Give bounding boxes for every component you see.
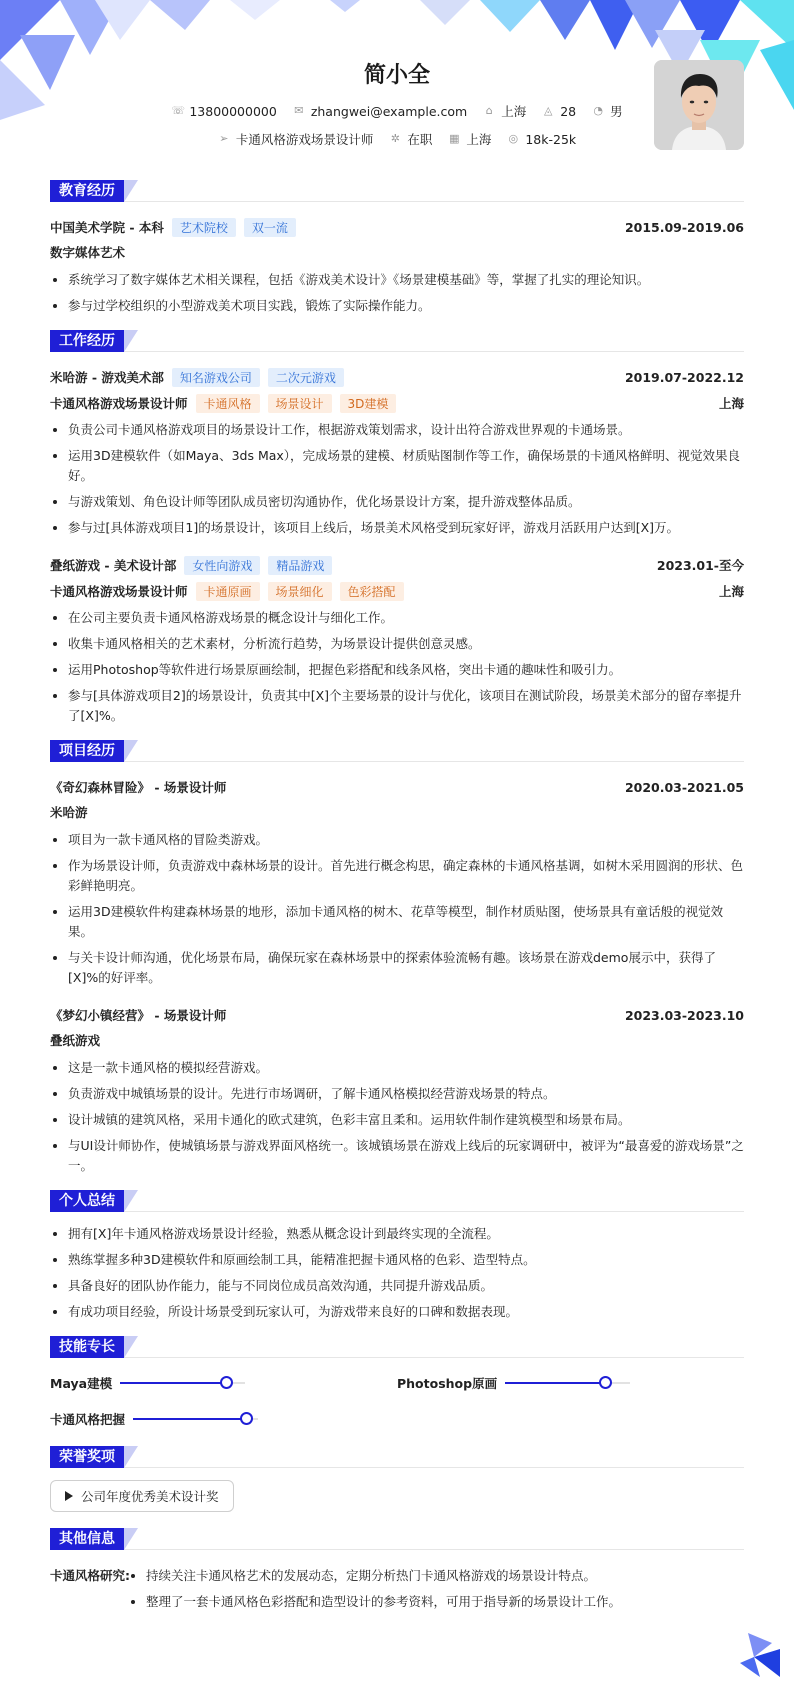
skill-level-knob: [599, 1376, 612, 1389]
list-item: 作为场景设计师，负责游戏中森林场景的设计。首先进行概念构思，确定森林的卡通风格基调，如树木采用圆润的形状、色彩鲜艳明亮。: [50, 856, 744, 896]
work-entry: [50, 552, 744, 726]
work-bullets: [50, 608, 744, 726]
company-name: 叠纸游戏 - 美术设计部: [50, 558, 177, 573]
list-item: 持续关注卡通风格艺术的发展动态，定期分析热门卡通风格游戏的场景设计特点。: [128, 1566, 744, 1586]
role-name: 卡通风格游戏场景设计师: [50, 396, 188, 411]
skills-header: [50, 1336, 744, 1358]
gear-icon: ✲: [390, 132, 400, 145]
list-item: 负责公司卡通风格游戏项目的场景设计工作，根据游戏策划需求，设计出符合游戏世界观的卡通场景。: [50, 420, 744, 440]
summary-section: [50, 1190, 744, 1322]
role-name: 卡通风格游戏场景设计师: [50, 584, 188, 599]
project-title: 《梦幻小镇经营》 - 场景设计师: [50, 1008, 227, 1023]
projects-section: [50, 740, 744, 1176]
phone-info: ☏ 13800000000: [171, 103, 277, 119]
contact-row: [50, 102, 744, 120]
tag: 精品游戏: [268, 556, 332, 575]
skill-level-knob: [240, 1412, 253, 1425]
skill-item: [397, 1370, 744, 1396]
candidate-name: 简小全: [363, 63, 430, 88]
list-item: 负责游戏中城镇场景的设计。先进行市场调研，了解卡通风格模拟经营游戏场景的特点。: [50, 1084, 744, 1104]
skill-name: Maya建模: [50, 1376, 113, 1391]
date-range: 2019.07-2022.12: [624, 369, 744, 385]
list-item: 收集卡通风格相关的艺术素材，分析流行趋势，为场景设计提供创意灵感。: [50, 634, 744, 654]
list-item: 运用3D建模软件构建森林场景的地形，添加卡通风格的树木、花草等模型，制作材质贴图，使场景具有童话般的视觉效果。: [50, 902, 744, 942]
location: 上海: [718, 584, 744, 599]
awards-header: [50, 1446, 744, 1468]
other-section: [50, 1528, 744, 1618]
summary-header: [50, 1190, 744, 1212]
summary-bullets: [50, 1224, 744, 1322]
list-item: 具备良好的团队协作能力，能与不同岗位成员高效沟通，共同提升游戏品质。: [50, 1276, 744, 1296]
tag: 场景细化: [268, 582, 332, 601]
resume-header: [50, 0, 744, 180]
section-title: 荣誉奖项: [50, 1446, 124, 1468]
job-title-info: ➢ 卡通风格游戏场景设计师: [219, 132, 374, 147]
age-info: ◬ 28: [543, 103, 577, 119]
other-label: 卡通风格研究:: [50, 1568, 130, 1583]
skills-list: [50, 1370, 744, 1432]
section-title: 教育经历: [50, 180, 124, 202]
list-item: 这是一款卡通风格的模拟经营游戏。: [50, 1058, 744, 1078]
work-section: [50, 330, 744, 726]
list-item: 在公司主要负责卡通风格游戏场景的概念设计与细化工作。: [50, 608, 744, 628]
work-header: [50, 330, 744, 352]
section-title: 工作经历: [50, 330, 124, 352]
list-item: 运用3D建模软件（如Maya、3ds Max），完成场景的建模、材质贴图制作等工作，确保场景的卡通风格鲜明、视觉效果良好。: [50, 446, 744, 486]
home-icon: ⌂: [485, 104, 493, 117]
date-range: 2023.01-至今: [656, 558, 744, 573]
skills-section: [50, 1336, 744, 1432]
avatar-portrait: [654, 60, 744, 150]
other-bullets: [128, 1562, 744, 1618]
list-item: 与关卡设计师沟通，优化场景布局，确保玩家在森林场景中的探索体验流畅有趣。该场景在游戏demo展示中，获得了[X]%的好评率。: [50, 948, 744, 988]
major: 数字媒体艺术: [50, 245, 126, 260]
target-city-info: ▦ 上海: [449, 132, 492, 147]
list-item: 与UI设计师协作，使城镇场景与游戏界面风格统一。该城镇场景在游戏上线后的玩家调研中，被评为“最喜爱的游戏场景”之一。: [50, 1136, 744, 1176]
section-title: 个人总结: [50, 1190, 124, 1212]
tag: 女性向游戏: [184, 556, 260, 575]
gender-icon: ◔: [593, 104, 603, 117]
award-name: 公司年度优秀美术设计奖: [81, 1489, 219, 1504]
skill-level-bar: [120, 1382, 245, 1384]
tag: 卡通风格: [196, 394, 260, 413]
awards-section: [50, 1446, 744, 1512]
date-range: 2020.03-2021.05: [624, 779, 744, 795]
tag: 知名游戏公司: [172, 368, 260, 387]
award-item: [50, 1480, 234, 1512]
status-info: ✲ 在职: [390, 132, 433, 147]
project-company: 叠纸游戏: [50, 1033, 101, 1048]
list-item: 有成功项目经验，所设计场景受到玩家认可，为游戏带来良好的口碑和数据表现。: [50, 1302, 744, 1322]
skill-name: 卡通风格把握: [50, 1412, 126, 1427]
tag: 艺术院校: [172, 218, 236, 237]
corner-decoration: [740, 1633, 780, 1677]
section-title: 其他信息: [50, 1528, 124, 1550]
gender-info: ◔ 男: [593, 104, 623, 119]
skill-item: [50, 1370, 397, 1396]
list-item: 系统学习了数字媒体艺术相关课程，包括《游戏美术设计》《场景建模基础》等，掌握了扎实的理论知识。: [50, 270, 744, 290]
tag: 3D建模: [340, 394, 397, 413]
salary-info: ◎ 18k-25k: [508, 131, 577, 147]
list-item: 参与过[具体游戏项目1]的场景设计，该项目上线后，场景美术风格受到玩家好评，游戏月活跃用户达到[X]万。: [50, 518, 744, 538]
list-item: 设计城镇的建筑风格，采用卡通化的欧式建筑，色彩丰富且柔和。运用软件制作建筑模型和场景布局。: [50, 1110, 744, 1130]
list-item: 拥有[X]年卡通风格游戏场景设计经验，熟悉从概念设计到最终实现的全流程。: [50, 1224, 744, 1244]
list-item: 熟练掌握多种3D建模软件和原画绘制工具，能精准把握卡通风格的色彩、造型特点。: [50, 1250, 744, 1270]
date-range: 2023.03-2023.10: [624, 1007, 744, 1023]
section-title: 技能专长: [50, 1336, 124, 1358]
avatar: [654, 60, 744, 150]
list-item: 项目为一款卡通风格的冒险类游戏。: [50, 830, 744, 850]
project-title: 《奇幻森林冒险》 - 场景设计师: [50, 780, 227, 795]
list-item: 参与过学校组织的小型游戏美术项目实践，锻炼了实际操作能力。: [50, 296, 744, 316]
job-intent-row: [50, 130, 744, 148]
skill-level-knob: [220, 1376, 233, 1389]
skill-name: Photoshop原画: [397, 1376, 498, 1391]
project-bullets: [50, 1058, 744, 1176]
education-entry: [50, 214, 744, 316]
education-header: [50, 180, 744, 202]
company-name: 米哈游 - 游戏美术部: [50, 370, 164, 385]
tag: 双一流: [244, 218, 296, 237]
project-entry: [50, 1002, 744, 1176]
email-info: ✉ zhangwei@example.com: [294, 103, 468, 119]
work-bullets: [50, 420, 744, 538]
skill-level-bar: [505, 1382, 630, 1384]
section-title: 项目经历: [50, 740, 124, 762]
list-item: 参与[具体游戏项目2]的场景设计，负责其中[X]个主要场景的设计与优化，该项目在测试阶段，场景美术部分的留存率提升了[X]%。: [50, 686, 744, 726]
list-item: 与游戏策划、角色设计师等团队成员密切沟通协作，优化场景设计方案，提升游戏整体品质。: [50, 492, 744, 512]
skill-item: [50, 1406, 397, 1432]
mail-icon: ✉: [294, 104, 304, 117]
skill-level-bar: [133, 1418, 258, 1420]
work-entry: [50, 364, 744, 538]
projects-header: [50, 740, 744, 762]
play-icon: [65, 1491, 73, 1501]
cake-icon: ◬: [543, 104, 553, 117]
tag: 二次元游戏: [268, 368, 344, 387]
other-info: [50, 1562, 744, 1618]
coin-icon: ◎: [508, 132, 519, 145]
building-icon: ▦: [449, 132, 460, 145]
phone-icon: ☏: [171, 104, 186, 117]
school-name: 中国美术学院 - 本科: [50, 220, 164, 235]
tag: 场景设计: [268, 394, 332, 413]
tag: 色彩搭配: [340, 582, 404, 601]
project-company: 米哈游: [50, 805, 88, 820]
send-icon: ➢: [219, 132, 229, 145]
location: 上海: [718, 396, 744, 411]
city-info: ⌂ 上海: [483, 102, 526, 120]
education-bullets: [50, 270, 744, 316]
other-header: [50, 1528, 744, 1550]
project-entry: [50, 774, 744, 988]
tag: 卡通原画: [196, 582, 260, 601]
list-item: 运用Photoshop等软件进行场景原画绘制，把握色彩搭配和线条风格，突出卡通的趣味性和吸引力。: [50, 660, 744, 680]
list-item: 整理了一套卡通风格色彩搭配和造型设计的参考资料，可用于指导新的场景设计工作。: [128, 1592, 744, 1612]
date-range: 2015.09-2019.06: [624, 219, 744, 235]
project-bullets: [50, 830, 744, 988]
education-section: [50, 180, 744, 316]
